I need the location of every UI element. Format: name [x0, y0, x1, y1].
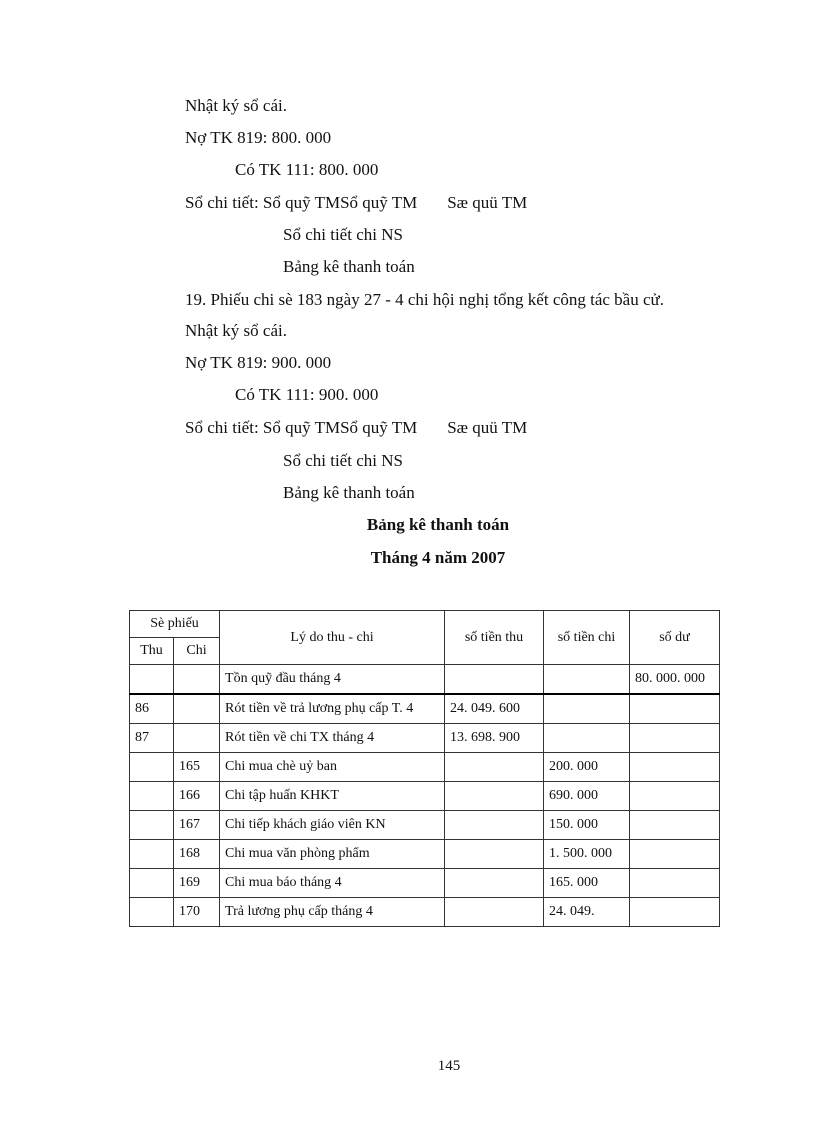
cell-balance [630, 840, 720, 869]
text-line [185, 418, 527, 438]
cell-receipt [445, 665, 544, 695]
cell-balance: 80. 000. 000 [630, 665, 720, 695]
header-payments: số tiền chi [544, 611, 630, 665]
cell-reason: Rót tiền về trả lương phụ cấp T. 4 [220, 694, 445, 724]
cell-thu [130, 782, 174, 811]
cell-balance [630, 898, 720, 927]
text-line: Nợ TK 819: 900. 000 [185, 353, 332, 372]
cell-thu: 87 [130, 724, 174, 753]
cell-chi [174, 694, 220, 724]
cell-thu [130, 665, 174, 695]
cell-chi: 167 [174, 811, 220, 840]
cell-receipt [445, 898, 544, 927]
cell-payment: 200. 000 [544, 753, 630, 782]
cell-chi: 165 [174, 753, 220, 782]
text-line: 19. Phiếu chi sè 183 ngày 27 - 4 chi hội nghị tổng kết công tác bầu cử. [185, 290, 664, 309]
header-receipts: số tiền thu [445, 611, 544, 665]
cell-thu [130, 840, 174, 869]
header-reason: Lý do thu - chi [220, 611, 445, 665]
cell-balance [630, 782, 720, 811]
table-row [130, 753, 720, 782]
cell-thu [130, 869, 174, 898]
header-thu: Thu [130, 638, 174, 665]
cell-reason: Rót tiền về chi TX tháng 4 [220, 724, 445, 753]
cell-payment [544, 694, 630, 724]
cell-receipt: 24. 049. 600 [445, 694, 544, 724]
cell-balance [630, 694, 720, 724]
cell-balance [630, 869, 720, 898]
cell-reason: Chi mua chè uỷ ban [220, 753, 445, 782]
cell-thu: 86 [130, 694, 174, 724]
cell-reason: Chi mua văn phòng phẩm [220, 840, 445, 869]
cell-payment: 690. 000 [544, 782, 630, 811]
text-fragment: Sổ chi tiết: [185, 193, 259, 212]
cell-thu [130, 811, 174, 840]
cell-receipt [445, 782, 544, 811]
text-line: Sổ chi tiết chi NS [283, 225, 403, 244]
cell-reason: Chi tiếp khách giáo viên KN [220, 811, 445, 840]
cell-receipt [445, 811, 544, 840]
cell-receipt [445, 869, 544, 898]
text-fragment: Sæ quü TM [447, 418, 528, 437]
cell-reason: Chi mua báo tháng 4 [220, 869, 445, 898]
text-line: Có TK 111: 900. 000 [235, 385, 379, 404]
cell-receipt: 13. 698. 900 [445, 724, 544, 753]
text-line: Có TK 111: 800. 000 [235, 160, 379, 179]
table-subtitle: Tháng 4 năm 2007 [370, 548, 506, 567]
text-fragment: Sổ quỹ TMSổ quỹ TM [262, 193, 418, 212]
text-line: Bảng kê thanh toán [283, 257, 415, 276]
header-voucher-group: Sè phiếu [130, 611, 220, 638]
cell-reason: Chi tập huấn KHKT [220, 782, 445, 811]
cell-chi [174, 665, 220, 695]
table-title: Bảng kê thanh toán [366, 515, 510, 534]
text-line: Sổ chi tiết chi NS [283, 451, 403, 470]
cell-chi [174, 724, 220, 753]
table-row [130, 811, 720, 840]
cell-receipt [445, 840, 544, 869]
cell-payment: 24. 049. [544, 898, 630, 927]
text-line: Nhật ký sổ cái. [185, 96, 287, 115]
text-fragment: Sổ chi tiết: [185, 418, 259, 437]
cell-chi: 168 [174, 840, 220, 869]
cell-chi: 170 [174, 898, 220, 927]
header-balance: số dư [630, 611, 720, 665]
cell-thu [130, 898, 174, 927]
cell-payment: 165. 000 [544, 869, 630, 898]
text-fragment: Sổ quỹ TMSổ quỹ TM [262, 418, 418, 437]
table-row [130, 869, 720, 898]
cell-payment [544, 665, 630, 695]
header-chi: Chi [174, 638, 220, 665]
cell-balance [630, 811, 720, 840]
table-row [130, 782, 720, 811]
cell-chi: 166 [174, 782, 220, 811]
text-line: Nợ TK 819: 800. 000 [185, 128, 332, 147]
cell-payment: 150. 000 [544, 811, 630, 840]
cell-receipt [445, 753, 544, 782]
text-fragment: Sæ quü TM [447, 193, 528, 212]
cell-reason: Tồn quỹ đầu tháng 4 [220, 665, 445, 695]
cell-balance [630, 724, 720, 753]
payment-ledger-table [129, 610, 720, 927]
cell-reason: Trả lương phụ cấp tháng 4 [220, 898, 445, 927]
cell-chi: 169 [174, 869, 220, 898]
text-line: Nhật ký sổ cái. [185, 321, 287, 340]
cell-payment [544, 724, 630, 753]
text-line: Bảng kê thanh toán [283, 483, 415, 502]
cell-balance [630, 753, 720, 782]
cell-thu [130, 753, 174, 782]
table-row [130, 840, 720, 869]
table-row [130, 724, 720, 753]
text-line [185, 193, 527, 213]
cell-payment: 1. 500. 000 [544, 840, 630, 869]
table-row [130, 898, 720, 927]
table-row [130, 694, 720, 724]
table-row [130, 665, 720, 695]
page-number: 145 [437, 1058, 461, 1074]
